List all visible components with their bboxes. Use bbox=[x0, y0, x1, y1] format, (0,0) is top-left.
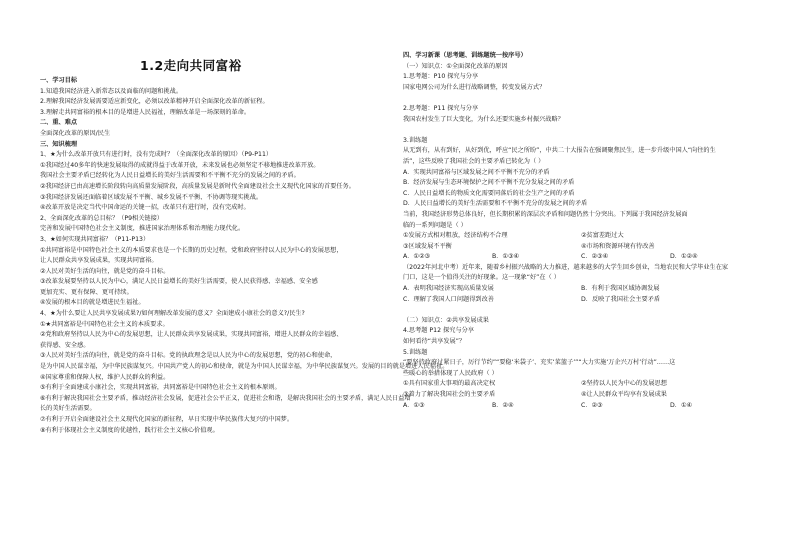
option-row bbox=[403, 379, 759, 390]
text-line: 2.思考题：P11 探究与分享 bbox=[403, 104, 479, 112]
text-line: 是为中国人民谋幸福，为中华民族谋复兴。中国共产党人的初心和使命，就是为中国人民谋幸福，为中华民族谋复兴。发展的目的就是增进人民福祉。 bbox=[40, 363, 449, 371]
option-text: C．②③ bbox=[581, 401, 603, 409]
option-row bbox=[403, 252, 759, 263]
text-line: “要坚持政府过紧日子，厉行节约”“要稳‘米袋子’、充实‘菜篮子’”“大力实施‘万企兴万村’行动”……这 bbox=[403, 359, 676, 367]
document-title: 1.2走向共同富裕 bbox=[140, 58, 242, 73]
option-text: A．①③ bbox=[403, 401, 425, 409]
text-line: 从无到有，从有到好，从好到优，呼应“民之所盼”，中共二十大报告在强调聚焦民生，进一步升级中国人“向往的生 bbox=[403, 147, 716, 155]
text-line: （2022年河北中考）近年来，随着乡村振兴战略的大力推进，越来越多的大学生回乡创业，当地农民和大学毕业生在家 bbox=[403, 263, 729, 271]
text-line: 5.训练题 bbox=[403, 348, 428, 356]
text-line bbox=[403, 93, 759, 104]
right-column bbox=[403, 51, 759, 411]
option-text: ②贫富差距过大 bbox=[581, 232, 624, 240]
option-text: A．表明我国经济实现高质量发展 bbox=[403, 285, 494, 293]
option-text: D．反映了我国社会主要矛盾 bbox=[581, 295, 661, 303]
option-text: B．有利于我国区域协调发展 bbox=[581, 285, 660, 293]
text-line: 4、★为什么要让人民共享发展成果?/如何理解改革发展的意义？全面建成小康社会的意义?/民生? bbox=[40, 310, 305, 318]
option-text: A．①②③ bbox=[403, 253, 431, 261]
text-line: 活”，这些反映了我国社会的主要矛盾已转化为（ ） bbox=[403, 157, 545, 165]
text-line: 临的一系列问题是（ ） bbox=[403, 221, 467, 229]
section-heading: 四、学习新课（思考题、训练题统一按序号） bbox=[403, 52, 527, 59]
text-line: 让人民群众共享发展成果，实现共同富裕。 bbox=[40, 257, 158, 265]
text-line: 1、★为什么改革开放只有进行时，没有完成时？（全面深化改革的原因）（P9-P11） bbox=[40, 151, 273, 159]
text-line: ①我国经过40多年的快速发展取得的成就得益于改革开放，未来发展也必须坚定不移地推进改革开放。 bbox=[40, 161, 320, 169]
text-line: 长的美好生活需要。 bbox=[40, 405, 96, 413]
text-line: ②党和政府坚持以人民为中心的发展思想，让人民群众共享发展成果，实现共同富裕，增进人民群众的幸福感、 bbox=[40, 331, 343, 339]
text-line: 些暖心的举措体现了人民政府（ ） bbox=[403, 369, 498, 377]
text-line: ⑦有利于开启全面建设社会主义现代化国家的新征程，早日实现中华民族伟大复兴的中国梦。 bbox=[40, 416, 294, 423]
text-line: 1.思考题：P10 探究与分享 bbox=[403, 73, 479, 81]
text-line: （二）知识点：②共享发展成果 bbox=[403, 316, 489, 324]
text-line: ⑤有利于全面建成小康社会，实现共同富裕，共同富裕是中国特色社会主义的根本原则。 bbox=[40, 384, 281, 392]
text-line: 完善和发展中国特色社会主义制度，推进国家治理体系和治理能力现代化。 bbox=[40, 225, 245, 233]
text-line: 4.思考题 P12 探究与分享 bbox=[403, 327, 474, 335]
option-text: ④让人民群众平均享有发展成果 bbox=[581, 391, 667, 398]
text-line: ④发展的根本目的就是增进民生福祉。 bbox=[40, 299, 145, 307]
text-line: 1.知道我国经济进入新常态以及面临的问题和挑战。 bbox=[40, 87, 183, 95]
option-text: ③区域发展不平衡 bbox=[403, 242, 452, 250]
option-text: ④市场和资源环境有待改善 bbox=[581, 242, 655, 250]
text-line: ⑧有利于体现社会主义制度的优越性，践行社会主义核心价值观。 bbox=[40, 426, 219, 434]
text-line: ③我国经济发展还面临着区域发展不平衡、城乡发展不平衡、不协调等现实挑战。 bbox=[40, 193, 263, 201]
text-line: B．经济发展与生态环境保护之间不平衡不充分发展之间的矛盾 bbox=[403, 179, 575, 187]
text-line: 获得感、安全感。 bbox=[40, 341, 90, 349]
text-line: 2、全面深化改革的总目标？（P9相关链接） bbox=[40, 214, 163, 222]
option-text: D．①④ bbox=[670, 401, 693, 409]
text-line: ②人民对美好生活的向往，就是党的奋斗目标。 bbox=[40, 267, 170, 275]
option-row bbox=[403, 295, 759, 306]
text-line: A．实现共同富裕与区域发展之间不平衡不充分的矛盾 bbox=[403, 168, 550, 176]
text-line: 我国社会主要矛盾已经转化为人民日益增长的美好生活需要和不平衡不充分的发展之间的矛盾。 bbox=[40, 172, 300, 180]
text-line: 3.理解走共同富裕的根本目的是增进人民福祉，理解改革是一场深刻的革命。 bbox=[40, 108, 251, 116]
text-line: 3.训练题 bbox=[403, 136, 428, 144]
option-row bbox=[403, 401, 759, 412]
option-text: B．①③④ bbox=[492, 253, 520, 261]
option-text: ②坚持以人民为中心的发展思想 bbox=[581, 380, 667, 388]
option-row bbox=[403, 390, 759, 401]
text-line: ①★共同富裕是中国特色社会主义的本质要求。 bbox=[40, 320, 169, 328]
option-text: B．②④ bbox=[492, 401, 514, 409]
text-line bbox=[403, 125, 759, 136]
text-line: 国家电网公司为什么进行战略调整，转变发展方式？ bbox=[403, 83, 546, 91]
option-text: ③着力了解决我国社会的主要矛盾 bbox=[403, 391, 496, 398]
text-line: ④改革开放是决定当代中国命运的关键一招，改革只有进行时，没有完成时。 bbox=[40, 204, 250, 212]
text-line: 更加充实、更有保障、更可持续。 bbox=[40, 288, 133, 296]
text-line: D．人民日益增长的美好生活需要和不平衡不充分的发展之间的矛盾 bbox=[403, 200, 588, 208]
section-heading: 三、知识梳理 bbox=[40, 140, 78, 148]
text-line: ③改革发展要坚持以人民为中心，满足人民日益增长的美好生活需要，使人民获得感、幸福感、安全感 bbox=[40, 278, 318, 286]
text-line: 2.理解我国经济发展需要适应新变化，必须以改革精神开启全面深化改革的新征程。 bbox=[40, 98, 269, 106]
section-heading: 二、重、难点 bbox=[40, 119, 78, 127]
text-line: ④国家尊重和保障人权，维护人民群众的利益。 bbox=[40, 373, 170, 381]
section-heading: 一、学习目标 bbox=[40, 77, 78, 84]
text-line: ⑥有利于解决我国社会主要矛盾，推动经济社会发展，促进社会公平正义，促进社会和谐，是解决我国社会的主要矛盾，满足人民日益增 bbox=[40, 394, 411, 402]
text-line: （一）知识点：①全面深化改革的原因 bbox=[403, 62, 508, 70]
option-text: C．理解了我国人口问题得到改善 bbox=[403, 295, 494, 303]
text-line: 3、★如何实现共同富裕？（P11-P13） bbox=[40, 235, 150, 243]
text-line: 全面深化改革的原因/民生 bbox=[40, 129, 111, 137]
text-line: ②我国经济已由高速增长阶段转向高质量发展阶段，高质量发展是新时代全面建设社会主义现代化国家的首要任务。 bbox=[40, 182, 355, 190]
option-text: ①具有国家重大事项的最高决定权 bbox=[403, 380, 496, 388]
text-line: 如何看待“共享发展”？ bbox=[403, 338, 466, 346]
text-line: 我国农村发生了巨大变化，为什么还要实施乡村振兴战略？ bbox=[403, 115, 564, 123]
option-text: C．②③④ bbox=[581, 253, 609, 261]
option-row bbox=[403, 231, 759, 242]
text-line: C．人民日益增长的物质文化需要同落后的社会生产之间的矛盾 bbox=[403, 189, 575, 197]
text-line: ③人民对美好生活的向往，就是党的奋斗目标。党的执政理念是以人民为中心的发展思想，党的初心和使命， bbox=[40, 352, 337, 360]
option-text: D．①②④ bbox=[670, 253, 698, 261]
text-line: 门口，这是一个值得关注的好现象。这一现象“好”在（ ） bbox=[403, 274, 560, 282]
text-line: ①共同富裕是中国特色社会主义的本质要求也是一个长期的历史过程，党和政府坚持以人民为中心的发展思想， bbox=[40, 246, 343, 254]
text-line: 当前，我国经济形势总体良好，但长期积累的深层次矛盾和问题仍然十分突出。下列属于我国经济发展面 bbox=[403, 210, 688, 218]
option-row bbox=[403, 284, 759, 295]
text-line bbox=[403, 305, 759, 316]
option-text: ①发展方式相对粗放，经济结构不合理 bbox=[403, 232, 508, 240]
option-row bbox=[403, 242, 759, 253]
